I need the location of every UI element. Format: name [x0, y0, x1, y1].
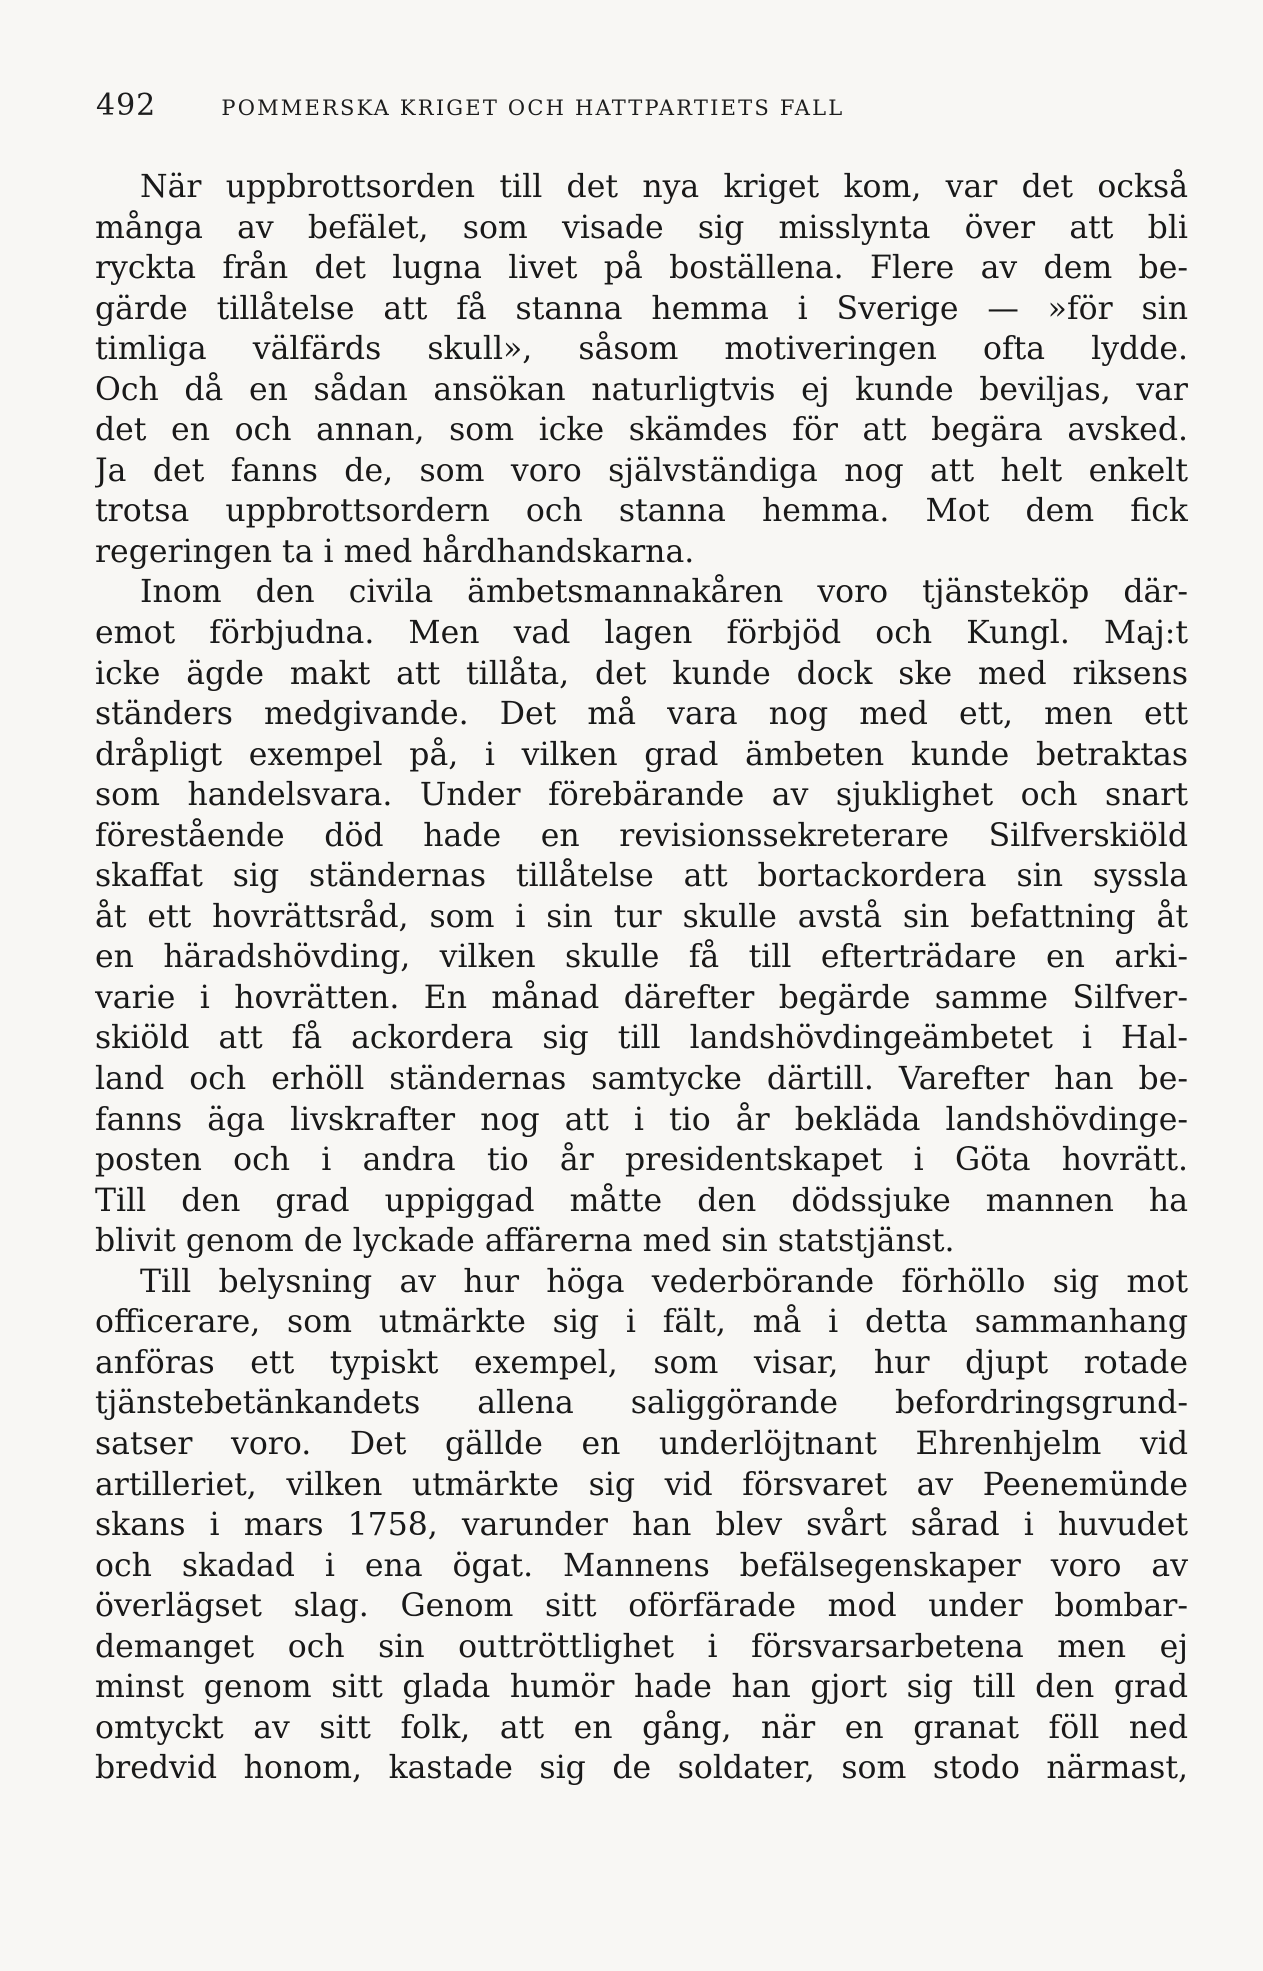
text-line: Till den grad uppiggad måtte den dödssjuke mannen ha — [95, 1182, 1188, 1219]
text-line: tjänstebetänkandets allena saliggörande befordringsgrund- — [95, 1385, 1188, 1422]
text-line: land och erhöll ständernas samtycke därtill. Varefter han be- — [95, 1061, 1188, 1098]
text-line: posten och i andra tio år presidentskapet i Göta hovrätt. — [95, 1142, 1188, 1179]
text-line: Ja det fanns de, som voro självständiga nog att helt enkelt — [95, 452, 1188, 489]
page-number: 492 — [96, 88, 157, 123]
text-line: bredvid honom, kastade sig de soldater, som stodo närmast, — [95, 1750, 1188, 1787]
text-line: åt ett hovrättsråd, som i sin tur skulle avstå sin befattning åt — [95, 898, 1188, 935]
text-line: minst genom sitt glada humör hade han gjort sig till den grad — [95, 1669, 1188, 1706]
body-text — [95, 167, 1188, 1789]
text-line: anföras ett typiskt exempel, som visar, hur djupt rotade — [95, 1344, 1188, 1381]
text-line: och skadad i ena ögat. Mannens befälsegenskaper voro av — [95, 1547, 1188, 1584]
text-line: satser voro. Det gällde en underlöjtnant Ehrenhjelm vid — [95, 1425, 1188, 1462]
text-line: varie i hovrätten. En månad därefter begärde samme Silfver- — [95, 979, 1188, 1016]
text-line: demanget och sin outtröttlighet i försvarsarbetena men ej — [95, 1628, 1188, 1665]
text-line: dråpligt exempel på, i vilken grad ämbeten kunde betraktas — [95, 736, 1188, 773]
text-line: gärde tillåtelse att få stanna hemma i Sverige — »för sin — [95, 290, 1188, 327]
text-line: regeringen ta i med hårdhandskarna. — [95, 533, 695, 570]
text-line: Inom den civila ämbetsmannakåren voro tjänsteköp där- — [140, 574, 1188, 611]
text-line: skans i mars 1758, varunder han blev svårt sårad i huvudet — [95, 1507, 1188, 1544]
text-line: Till belysning av hur höga vederbörande förhöllo sig mot — [140, 1263, 1188, 1300]
text-line: det en och annan, som icke skämdes för att begära avsked. — [95, 412, 1188, 449]
text-line: timliga välfärds skull», såsom motiveringen ofta lydde. — [95, 331, 1188, 368]
text-line: ryckta från det lugna livet på boställena. Flere av dem be- — [95, 250, 1188, 287]
text-line: förestående död hade en revisionssekreterare Silfverskiöld — [95, 817, 1188, 854]
running-head-title: POMMERSKA KRIGET OCH HATTPARTIETS FALL — [221, 96, 845, 120]
text-line: emot förbjudna. Men vad lagen förbjöd och Kungl. Maj:t — [95, 615, 1188, 652]
text-line: trotsa uppbrottsordern och stanna hemma. Mot dem fick — [95, 493, 1188, 530]
text-line: omtyckt av sitt folk, att en gång, när en granat föll ned — [95, 1709, 1188, 1746]
text-line: en häradshövding, vilken skulle få till efterträdare en arki- — [95, 939, 1188, 976]
text-line: som handelsvara. Under förebärande av sjuklighet och snart — [95, 777, 1188, 814]
text-line: skiöld att få ackordera sig till landshövdingeämbetet i Hal- — [95, 1020, 1188, 1057]
text-line: Och då en sådan ansökan naturligtvis ej kunde beviljas, var — [95, 371, 1188, 408]
running-head — [96, 88, 1196, 123]
text-line: icke ägde makt att tillåta, det kunde dock ske med riksens — [95, 655, 1188, 692]
text-line: överlägset slag. Genom sitt oförfärade mod under bombar- — [95, 1588, 1188, 1625]
text-line: många av befälet, som visade sig misslynta över att bli — [95, 209, 1188, 246]
text-line: ständers medgivande. Det må vara nog med ett, men ett — [95, 696, 1188, 733]
text-line: När uppbrottsorden till det nya kriget kom, var det också — [140, 169, 1188, 205]
text-line: officerare, som utmärkte sig i fält, må i detta sammanhang — [95, 1304, 1188, 1341]
text-line: fanns äga livskrafter nog att i tio år bekläda landshövdinge- — [95, 1101, 1188, 1138]
text-line: blivit genom de lyckade affärerna med sin statstjänst. — [95, 1223, 955, 1260]
text-line: artilleriet, vilken utmärkte sig vid försvaret av Peenemünde — [95, 1466, 1188, 1503]
text-line: skaffat sig ständernas tillåtelse att bortackordera sin syssla — [95, 858, 1188, 895]
